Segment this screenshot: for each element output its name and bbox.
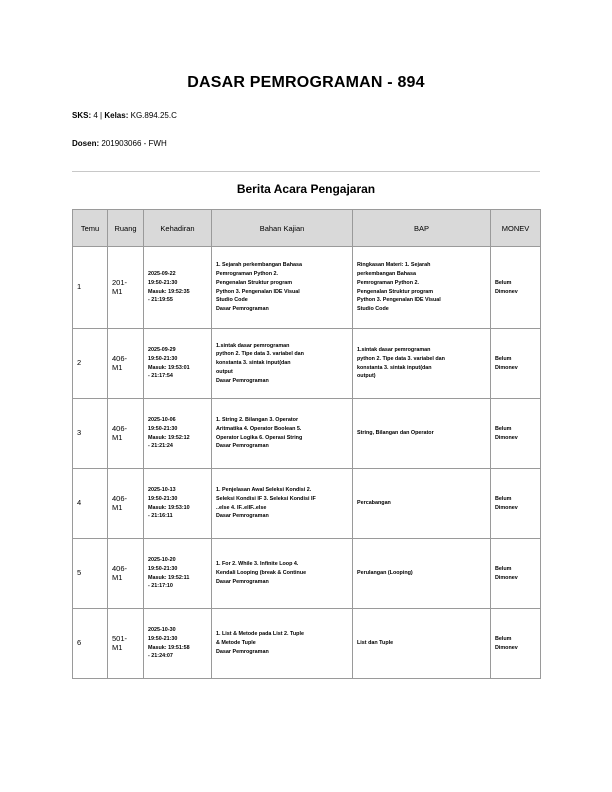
sks-value: 4	[93, 111, 98, 120]
cell-bahan-kajian-line: python 2. Tipe data 3. variabel dan	[216, 351, 304, 358]
cell-kehadiran-line: - 21:21:24	[148, 443, 173, 450]
cell-bap-line: String, Bilangan dan Operator	[357, 430, 434, 437]
cell-ruang	[108, 399, 144, 469]
cell-ruang-line: M1	[112, 502, 123, 512]
dosen-label: Dosen:	[72, 139, 100, 148]
cell-monev	[491, 329, 541, 399]
cell-bap-line: python 2. Tipe data 3. variabel dan	[357, 355, 445, 362]
cell-monev-line: Dimonev	[495, 644, 518, 651]
cell-ruang	[108, 609, 144, 679]
course-meta	[72, 111, 177, 120]
cell-monev	[491, 609, 541, 679]
cell-kehadiran-line: 2025-10-20	[148, 556, 176, 563]
cell-temu: 4	[73, 469, 108, 539]
cell-kehadiran	[144, 609, 212, 679]
cell-bahan-kajian-line: & Metode Tuple	[216, 640, 256, 647]
cell-bahan-kajian	[212, 469, 353, 539]
page-title: DASAR PEMROGRAMAN - 894	[187, 74, 425, 91]
cell-kehadiran-line: - 21:17:54	[148, 373, 173, 380]
cell-ruang-line: 201-	[112, 277, 128, 287]
cell-monev-line: Belum	[495, 635, 512, 642]
kelas-value: KG.894.25.C	[130, 111, 177, 120]
cell-kehadiran-line: 2025-09-29	[148, 346, 176, 353]
cell-kehadiran	[144, 399, 212, 469]
cell-kehadiran	[144, 247, 212, 329]
header-bap: BAP	[353, 210, 491, 247]
cell-kehadiran-line: 19:50-21:30	[148, 635, 178, 642]
cell-monev-line: Dimonev	[495, 434, 518, 441]
cell-bahan-kajian-line: Dasar Pemrograman	[216, 377, 269, 384]
cell-bahan-kajian-line: ..else 4. IF..elIF..else	[216, 504, 267, 511]
cell-bahan-kajian	[212, 609, 353, 679]
header-bahan-kajian: Bahan Kajian	[212, 210, 353, 247]
cell-ruang-line: M1	[112, 286, 123, 296]
cell-monev-line: Dimonev	[495, 364, 518, 371]
cell-ruang-line: M1	[112, 432, 123, 442]
cell-temu: 5	[73, 539, 108, 609]
cell-kehadiran-line: 2025-10-30	[148, 626, 176, 633]
cell-monev-line: Belum	[495, 355, 512, 362]
cell-bap-line: output)	[357, 373, 376, 380]
cell-kehadiran-line: Masuk: 19:51:58	[148, 644, 190, 651]
cell-ruang	[108, 247, 144, 329]
cell-temu: 3	[73, 399, 108, 469]
cell-ruang	[108, 329, 144, 399]
cell-bahan-kajian-line: konstanta 3. sintak input(dan	[216, 360, 291, 367]
cell-monev-line: Belum	[495, 425, 512, 432]
cell-ruang-line: M1	[112, 572, 123, 582]
lecturer-meta	[72, 139, 167, 148]
cell-bahan-kajian-line: 1.sintak dasar pemrograman	[216, 342, 290, 349]
cell-bap	[353, 469, 491, 539]
cell-kehadiran-line: - 21:17:10	[148, 583, 173, 590]
cell-bahan-kajian-line: output	[216, 368, 233, 375]
cell-monev	[491, 399, 541, 469]
header-ruang: Ruang	[108, 210, 144, 247]
cell-ruang-line: M1	[112, 642, 123, 652]
cell-bahan-kajian-line: Dasar Pemrograman	[216, 578, 269, 585]
sks-label: SKS:	[72, 111, 92, 120]
cell-bahan-kajian-line: Dasar Pemrograman	[216, 443, 269, 450]
cell-ruang-line: M1	[112, 362, 123, 372]
cell-bap	[353, 329, 491, 399]
cell-temu: 1	[73, 247, 108, 329]
cell-bahan-kajian-line: 1. For 2. While 3. Infinite Loop 4.	[216, 561, 299, 568]
cell-kehadiran	[144, 329, 212, 399]
cell-temu: 2	[73, 329, 108, 399]
cell-bahan-kajian-line: Dasar Pemrograman	[216, 648, 269, 655]
cell-temu: 6	[73, 609, 108, 679]
cell-monev-line: Belum	[495, 279, 512, 286]
table-row	[73, 469, 541, 539]
cell-bap-line: Pengenalan Struktur program	[357, 288, 434, 295]
cell-bahan-kajian-line: Pemrograman Python 2.	[216, 270, 279, 277]
table-row	[73, 539, 541, 609]
cell-bap-line: Perulangan (Looping)	[357, 570, 413, 577]
cell-kehadiran-line: 19:50-21:30	[148, 565, 178, 572]
cell-monev	[491, 469, 541, 539]
table-header-row	[73, 210, 541, 247]
cell-kehadiran	[144, 469, 212, 539]
cell-bahan-kajian	[212, 399, 353, 469]
cell-kehadiran-line: - 21:24:07	[148, 653, 173, 660]
cell-bahan-kajian	[212, 329, 353, 399]
table-row	[73, 399, 541, 469]
cell-bahan-kajian-line: Python 3. Pengenalan IDE Visual	[216, 288, 300, 295]
cell-bahan-kajian-line: Dasar Pemrograman	[216, 513, 269, 520]
cell-bahan-kajian-line: Aritmatika 4. Operator Boolean 5.	[216, 425, 302, 432]
cell-bap-line: Python 3. Pengenalan IDE Visual	[357, 297, 441, 304]
cell-kehadiran-line: - 21:16:11	[148, 513, 173, 520]
cell-bahan-kajian-line: 1. List & Metode pada List 2. Tuple	[216, 631, 304, 638]
cell-kehadiran-line: Masuk: 19:53:01	[148, 364, 190, 371]
divider	[72, 171, 540, 172]
cell-kehadiran-line: Masuk: 19:52:11	[148, 574, 190, 581]
cell-monev	[491, 247, 541, 329]
cell-kehadiran-line: 2025-10-06	[148, 416, 176, 423]
cell-bahan-kajian-line: 1. Sejarah perkembangan Bahasa	[216, 262, 302, 269]
cell-bap-line: Pemrograman Python 2.	[357, 279, 420, 286]
cell-bap-line: Studio Code	[357, 306, 389, 313]
cell-kehadiran-line: 19:50-21:30	[148, 279, 178, 286]
cell-monev-line: Belum	[495, 565, 512, 572]
header-temu: Temu	[73, 210, 108, 247]
cell-bahan-kajian-line: Pengenalan Struktur program	[216, 279, 293, 286]
cell-bahan-kajian	[212, 539, 353, 609]
cell-monev-line: Dimonev	[495, 288, 518, 295]
table-row	[73, 247, 541, 329]
header-kehadiran: Kehadiran	[144, 210, 212, 247]
cell-bahan-kajian-line: Operator Logika 6. Operasi String	[216, 434, 303, 441]
cell-ruang-line: 501-	[112, 633, 128, 643]
meta-separator: |	[100, 111, 103, 120]
cell-bap-line: List dan Tuple	[357, 640, 394, 647]
cell-kehadiran-line: 2025-09-22	[148, 270, 176, 277]
dosen-value: 201903066 - FWH	[101, 139, 167, 148]
cell-bap-line: konstanta 3. sintak input(dan	[357, 364, 432, 371]
cell-bahan-kajian-line: Kendali Looping (break & Continue	[216, 570, 307, 577]
cell-bap-line: Ringkasan Materi: 1. Sejarah	[357, 262, 431, 269]
cell-kehadiran-line: 19:50-21:30	[148, 495, 178, 502]
cell-kehadiran-line: Masuk: 19:52:35	[148, 288, 190, 295]
table-row	[73, 329, 541, 399]
cell-ruang	[108, 469, 144, 539]
cell-ruang	[108, 539, 144, 609]
cell-monev-line: Dimonev	[495, 504, 518, 511]
table-row	[73, 609, 541, 679]
cell-kehadiran	[144, 539, 212, 609]
cell-bahan-kajian-line: 1. String 2. Bilangan 3. Operator	[216, 416, 299, 423]
cell-kehadiran-line: 19:50-21:30	[148, 425, 178, 432]
cell-bap-line: 1.sintak dasar pemrograman	[357, 346, 431, 353]
cell-ruang-line: 406-	[112, 563, 128, 573]
cell-kehadiran-line: - 21:19:55	[148, 297, 173, 304]
cell-monev-line: Dimonev	[495, 574, 518, 581]
cell-ruang-line: 406-	[112, 423, 128, 433]
cell-bahan-kajian-line: Studio Code	[216, 297, 248, 304]
cell-ruang-line: 406-	[112, 493, 128, 503]
cell-kehadiran-line: 19:50-21:30	[148, 355, 178, 362]
cell-kehadiran-line: Masuk: 19:52:12	[148, 434, 190, 441]
cell-kehadiran-line: 2025-10-13	[148, 486, 176, 493]
header-monev: MONEV	[491, 210, 541, 247]
kelas-label: Kelas:	[104, 111, 129, 120]
cell-bahan-kajian	[212, 247, 353, 329]
cell-ruang-line: 406-	[112, 353, 128, 363]
cell-bahan-kajian-line: 1. Penjelasan Awal Seleksi Kondisi 2.	[216, 486, 312, 493]
cell-kehadiran-line: Masuk: 19:53:10	[148, 504, 190, 511]
cell-bahan-kajian-line: Seleksi Kondisi IF 3. Seleksi Kondisi IF	[216, 495, 316, 502]
section-title: Berita Acara Pengajaran	[236, 182, 376, 196]
cell-monev	[491, 539, 541, 609]
cell-bap	[353, 609, 491, 679]
cell-bap	[353, 399, 491, 469]
cell-bap	[353, 247, 491, 329]
teaching-record-table	[72, 209, 541, 679]
cell-bap-line: Percabangan	[357, 500, 391, 507]
cell-bap-line: perkembangan Bahasa	[357, 270, 417, 277]
cell-monev-line: Belum	[495, 495, 512, 502]
cell-bahan-kajian-line: Dasar Pemrograman	[216, 306, 269, 313]
cell-bap	[353, 539, 491, 609]
